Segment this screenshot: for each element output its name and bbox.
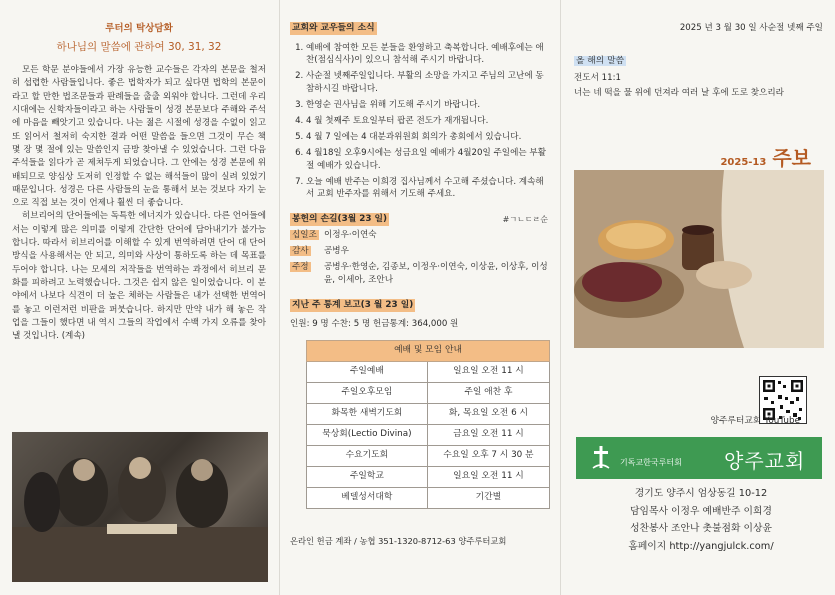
stats-text: 인원: 9 명 수찬: 5 명 헌금통계: 364,000 원 (290, 318, 459, 329)
bulletin-heading (720, 143, 811, 173)
schedule-time: 기간별 (427, 487, 549, 508)
offering-row (290, 229, 548, 242)
issue-number: 2025-13 (720, 157, 767, 168)
fold-line (279, 0, 280, 595)
section-subtitle: 하나님의 말씀에 관하여 30, 31, 32 (56, 41, 222, 54)
table-row (307, 424, 550, 445)
church-staff: 성찬봉사 조안나 촛불점화 이상윤 (630, 523, 772, 535)
offering-names: 공병우·한영순, 김종보, 이정우·이연숙, 이상윤, 이상후, 이성윤, 이세아, 조안나 (324, 262, 548, 286)
denomination-name: 기독교한국루터회 (620, 458, 682, 467)
offering-row (290, 261, 548, 287)
schedule-time: 수요일 오후 7 시 30 분 (427, 445, 549, 466)
section-title: 루터의 탁상담화 (105, 23, 173, 34)
fold-line (560, 0, 561, 595)
news-item: 3. 한영순 권사님을 위해 기도해 주시기 바랍니다. (306, 99, 548, 112)
offering-label: 감사 (292, 246, 309, 257)
online-offering-account: 온라인 헌금 계좌 / 농협 351-1320-8712-63 양주루터교회 (290, 535, 507, 546)
table-row (307, 403, 550, 424)
table-row (307, 487, 550, 508)
news-item: 2. 사순절 넷째주일입니다. 부활의 소망을 가지고 주님의 고난에 동참하시길 바랍니다. (306, 70, 548, 96)
offering-order-tag: #ㄱㄴㄷㄹ순 (502, 214, 548, 224)
church-homepage[interactable]: 홈페이지 http://yangjulck.com/ (628, 540, 774, 552)
table-row (307, 361, 550, 382)
bread-and-cup-photo (574, 170, 824, 348)
offering-header (290, 213, 548, 226)
offering-label: 주정 (292, 262, 309, 273)
cross-icon (590, 444, 612, 472)
schedule-time: 금요일 오전 11 시 (427, 424, 549, 445)
schedule-name: 묵상회(Lectio Divina) (307, 424, 428, 445)
article-paragraph: 히브리어의 단어들에는 독특한 에너지가 있습니다. 다른 언어들에서는 이렇게 많은 의미를 이렇게 간단한 단어에 담아내기가 불가능합니다. 따라서 히브리어를 이해할 수 있게 번역하려면 단어 대 단어 방식을 사용해서는 안 되고, 의미와 사상이 통하도록 하는 데 목표를 두어야 합니다. 나는 모세의 저작들을 번역하는 과정에서 히브리 문화를 피하려고 노력했습니다. 그것은 쉽지 않은 일이었습니다. 이 분야에서 나보다 식견이 더 높은 체하는 사람들은 내가 선택한 번역어를 놓고 이런저런 비판을 퍼붓습니다. 하지만 만약 내가 해 놓은 작업을 그들이 했다면 내 역시 그들의 작업에서 수백 가지 오류를 찾아낼 것입니다. (계속) (12, 211, 266, 342)
article-paragraph: 모든 학문 분야들에서 가장 유능한 교수들은 각자의 본문을 철저히 섭렵한 사람들입니다. 좋은 법학자가 되고 싶다면 법학의 본문이라고 할 만한 법조문들과 판례들을 출출 외워야 합니다. 그런데 우리 시대에는 신학자들이라고 하는 사람들이 성경 본문보다 주해와 주석에 마음을 빼앗기고 있습니다. 나는 젊은 시절에 성경을 수없이 읽고 또 읽어서 철저히 숙지한 결과 어떤 말씀을 들으면 그것이 무슨 책 몇 장 몇 절에 있는 말씀인지 금방 찾아낼 수 있었습니다. 그런 다음 주석들을 읽다가 곧 제쳐두게 되었습니다. 그 안에는 성경 본문에 위배되므로 양심상 도저히 인정할 수 없는 해석들이 많이 실려 있었기 때문입니다. 성경은 다른 사람들의 눈을 통해서 보는 것보다 자기 눈으로 직접 보는 것이 언제나 훨씬 더 좋습니다. (12, 65, 266, 209)
luther-table-painting (12, 432, 268, 582)
bulletin-title: 주보 (772, 146, 811, 170)
table-row (307, 466, 550, 487)
schedule-table (306, 340, 550, 508)
panel-cover (564, 0, 835, 595)
schedule-name: 베델성서대학 (307, 487, 428, 508)
bulletin-date: 2025 년 3 월 30 일 사순절 넷째 주일 (679, 23, 823, 33)
schedule-name: 수요기도회 (307, 445, 428, 466)
verse-label: 올 해의 말씀 (576, 55, 625, 66)
church-info (586, 485, 816, 556)
schedule-time: 화, 목요일 오전 6 시 (427, 403, 549, 424)
youtube-channel-label: 양주루터교회 YouTube (710, 416, 800, 426)
table-row (307, 382, 550, 403)
church-address: 경기도 양주시 엄상동길 10-12 (634, 488, 768, 499)
news-item: 4. 4 월 첫째주 토요일부터 팝콘 전도가 재개됩니다. (306, 115, 548, 128)
schedule-time: 일요일 오전 11 시 (427, 361, 549, 382)
offering-title: 봉헌의 손길(3월 23 일) (290, 213, 389, 226)
offering-names: 이정우·이연숙 (324, 230, 377, 241)
offering-row (290, 245, 548, 258)
schedule-name: 주일예배 (307, 361, 428, 382)
church-staff: 담임목사 이정우 예배반주 이희경 (630, 505, 772, 517)
schedule-time: 주일 애찬 후 (427, 382, 549, 403)
news-item: 6. 4 월18일 오후9시에는 성금요일 예배가 4월20일 주일에는 부활절 예배가 있습니다. (306, 147, 548, 173)
schedule-time: 일요일 오전 11 시 (427, 466, 549, 487)
article-body (12, 64, 266, 344)
news-item: 7. 오늘 예배 반주는 이희경 집사님께서 수고해 주셨습니다. 계속해서 교회 반주자를 위해서 기도해 주세요. (306, 176, 548, 202)
offering-label: 십일조 (292, 230, 317, 241)
schedule-title: 예배 및 모임 안내 (307, 341, 550, 361)
schedule-name: 주일학교 (307, 466, 428, 487)
church-name: 양주교회 (724, 449, 806, 473)
stats-title: 지난 주 통계 보고(3 월 23 일) (290, 299, 415, 312)
schedule-name: 주일오후모임 (307, 382, 428, 403)
panel-luther-table-talk (0, 0, 278, 595)
news-item: 5. 4 월 7 일에는 4 대분과위원회 회의가 총회에서 있습니다. (306, 131, 548, 144)
news-list (290, 42, 548, 202)
verse-text: 너는 네 떡을 물 위에 던져라 여러 날 후에 도로 찾으리라 (574, 88, 784, 99)
table-row (307, 445, 550, 466)
news-title: 교회와 교우들의 소식 (290, 22, 377, 35)
verse-reference: 전도서 11:1 (574, 73, 621, 84)
news-item: 1. 예배에 참여한 모든 분들을 환영하고 축복합니다. 예배후에는 애찬(점심식사)이 있으니 참석해 주시기 바랍니다. (306, 42, 548, 68)
church-name-banner (576, 437, 822, 479)
offering-names: 공병우 (324, 246, 349, 257)
panel-church-news (282, 0, 558, 595)
schedule-name: 화목한 새벽기도회 (307, 403, 428, 424)
